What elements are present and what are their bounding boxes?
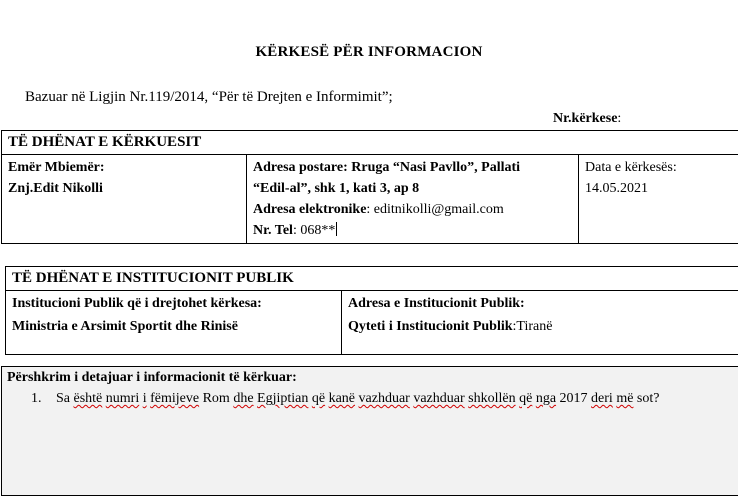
text-cursor: [336, 222, 337, 236]
postal-address-value-line2: “Edil-al”, shk 1, kati 3, ap 8: [253, 181, 419, 196]
legal-basis-text: Bazuar në Ligjin Nr.119/2014, “Për të Drejten e Informimit”;: [25, 89, 393, 106]
phone-label: Nr. Tel: [253, 223, 293, 238]
phone-value: : 068**: [293, 223, 335, 238]
institution-address-label: Adresa e Institucionit Publik:: [348, 296, 525, 311]
institution-target-value: Ministria e Arsimit Sportit dhe Rinisë: [12, 319, 238, 334]
institution-address-cell[interactable]: [342, 291, 738, 355]
description-title: Përshkrim i detajuar i informacionit të kërkuar:: [7, 370, 297, 386]
requester-name-cell[interactable]: [2, 155, 247, 244]
list-item-text: Sa është numri i fëmijeve Rom dhe Egjiptian që kanë vazhduar vazhduar shkollën që nga 2017 deri më sot?: [56, 389, 727, 408]
institution-table: [5, 266, 738, 355]
requester-address-cell[interactable]: [247, 155, 579, 244]
description-section[interactable]: [1, 366, 738, 496]
request-number-field[interactable]: Nr.kërkese:: [553, 111, 621, 127]
name-value: Znj.Edit Nikolli: [8, 181, 103, 196]
institution-city-value: :Tiranë: [513, 319, 553, 334]
postal-address-value-line1: Rruga “Nasi Pavllo”, Pallati: [351, 160, 520, 175]
date-value: 14.05.2021: [585, 178, 738, 199]
email-value: : editnikolli@gmail.com: [366, 202, 503, 217]
request-number-label: Nr.kërkese: [553, 111, 617, 126]
institution-target-label: Institucioni Publik që i drejtohet kërkesa:: [12, 296, 262, 311]
name-label: Emër Mbiemër:: [8, 160, 105, 175]
email-label: Adresa elektronike: [253, 202, 366, 217]
date-label: Data e kërkesës:: [585, 157, 738, 178]
list-item-number: 1.: [31, 389, 42, 408]
institution-header: TË DHËNAT E INSTITUCIONIT PUBLIK: [6, 267, 738, 291]
postal-address-label: Adresa postare:: [253, 160, 351, 175]
request-date-cell[interactable]: [579, 155, 738, 244]
institution-target-cell[interactable]: [6, 291, 342, 355]
document-title: KËRKESË PËR INFORMACION: [0, 44, 738, 61]
institution-city-label: Qyteti i Institucionit Publik: [348, 319, 513, 334]
requester-table: [1, 130, 738, 244]
requester-header: TË DHËNAT E KËRKUESIT: [2, 131, 738, 155]
description-list-item: [27, 389, 727, 408]
